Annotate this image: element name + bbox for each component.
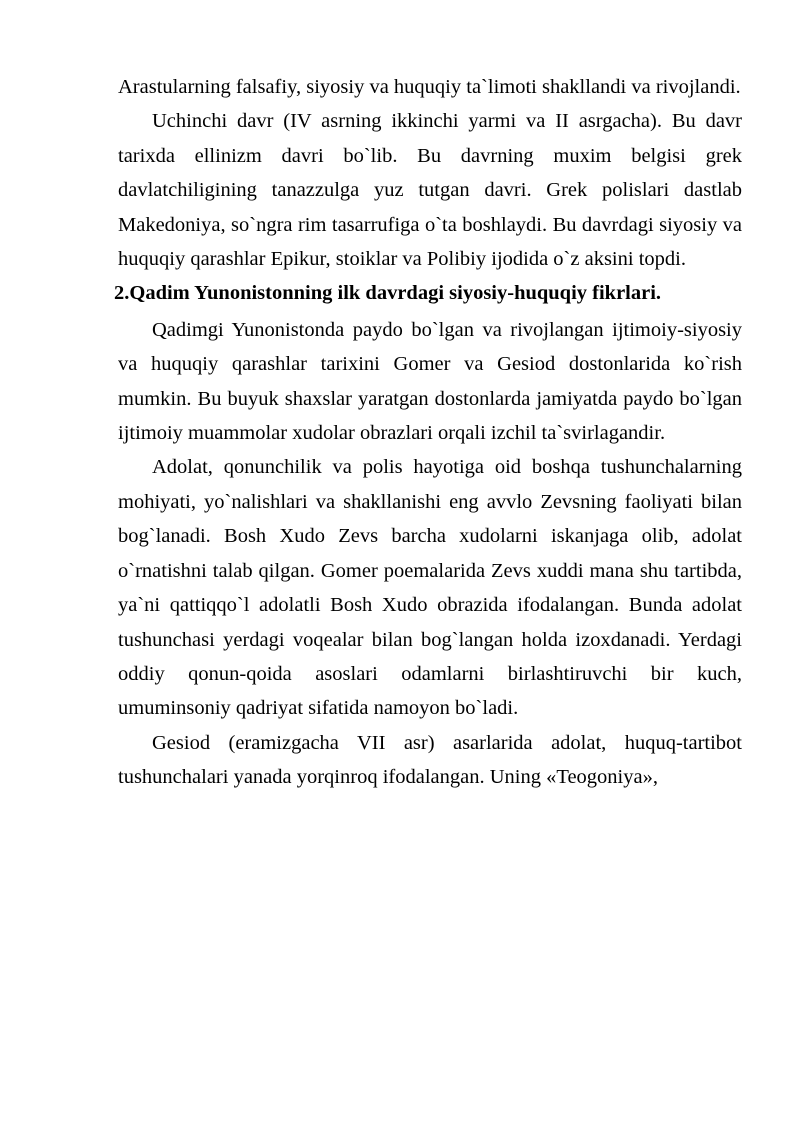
paragraph: Gesiod (eramizgacha VII asr) asarlarida adolat, huquq-tartibot tushunchalari yanada yorqinroq ifodalangan. Uning «Teogoniya», bbox=[118, 731, 742, 789]
document-page bbox=[114, 70, 742, 795]
paragraph: Qadimgi Yunonistonda paydo bo`lgan va rivojlangan ijtimoiy-siyosiy va huquqiy qarashlar tarixini Gomer va Gesiod dostonlarida ko`rish mumkin. Bu buyuk shaxslar yaratgan dostonlarda jamiyatda paydo bo`lgan ijtimoiy muammolar xudolar obrazlari orqali izchil ta`svirlagandir. bbox=[118, 318, 742, 445]
paragraph: Uchinchi davr (IV asrning ikkinchi yarmi va II asrgacha). Bu davr tarixda ellinizm davri bo`lib. Bu davrning muxim belgisi grek davlatchiligining tanazzulga yuz tutgan davri. Grek polislari dastlab Makedoniya, so`ngra rim tasarrufiga o`ta boshlaydi. Bu davrdagi siyosiy va huquqiy qarashlar Epikur, stoiklar va Polibiy ijodida o`z aksini topdi. bbox=[118, 110, 742, 271]
paragraph: Arastularning falsafiy, siyosiy va huquqiy ta`limoti shakllandi va rivojlandi. bbox=[118, 76, 741, 98]
section-heading: 2.Qadim Yunonistonning ilk davrdagi siyosiy-huquqiy fikrlari. bbox=[114, 282, 662, 305]
paragraph: Adolat, qonunchilik va polis hayotiga oid boshqa tushunchalarning mohiyati, yo`nalishlari va shakllanishi eng avvlo Zevsning faoliyati bilan bog`lanadi. Bosh Xudo Zevs barcha xudolarni iskanjaga olib, adolat o`rnatishni talab qilgan. Gomer poemalarida Zevs xuddi mana shu tartibda, ya`ni qattiqqo`l adolatli Bosh Xudo obrazida ifodalangan. Bunda adolat tushunchasi yerdagi voqealar bilan bog`langan holda izoxdanadi. Yerdagi oddiy qonun-qoida asoslari odamlarni birlashtiruvchi bir kuch, umuminsoniy qadriyat sifatida namoyon bo`ladi. bbox=[118, 456, 742, 720]
